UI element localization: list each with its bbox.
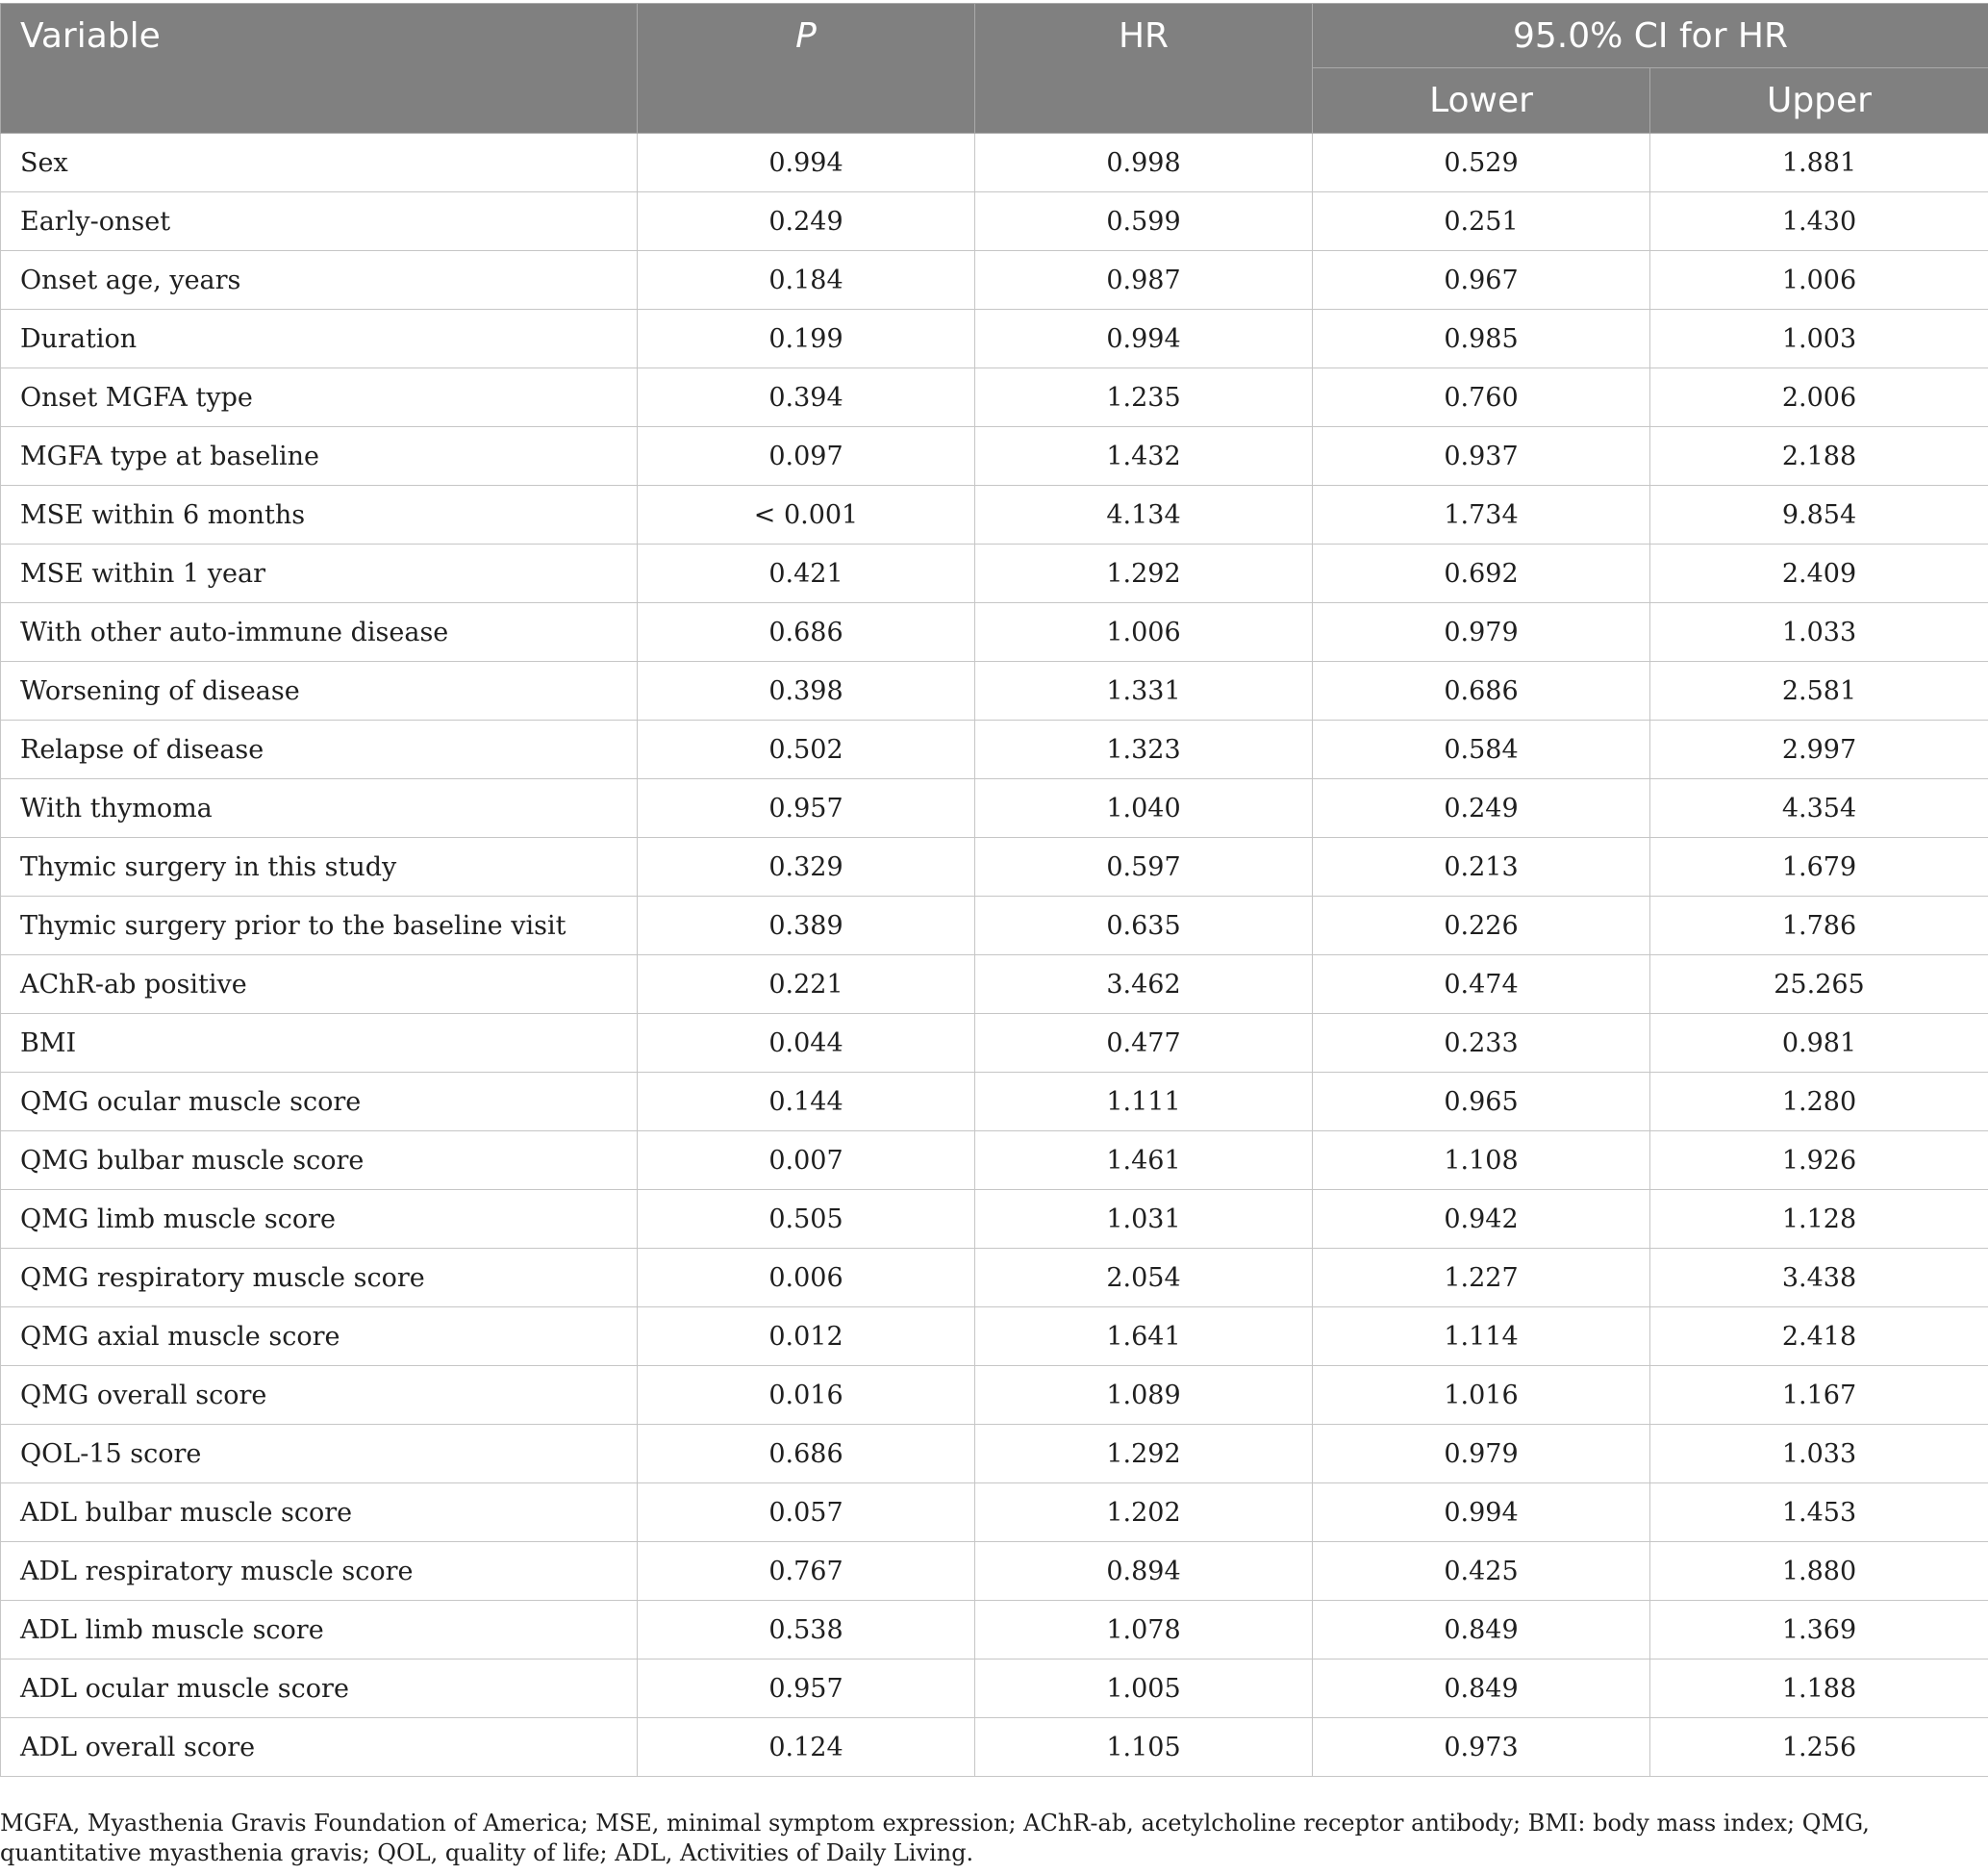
table-row bbox=[1, 897, 1988, 955]
cell-lower: 0.213 bbox=[1313, 838, 1650, 897]
table-row bbox=[1, 545, 1988, 603]
cell-upper: 2.581 bbox=[1650, 662, 1988, 721]
cell-p: 0.994 bbox=[638, 134, 975, 192]
cell-variable: QMG bulbar muscle score bbox=[1, 1131, 638, 1190]
cell-variable: QMG axial muscle score bbox=[1, 1307, 638, 1366]
cell-hr: 1.292 bbox=[975, 545, 1313, 603]
cell-variable: Thymic surgery prior to the baseline visit bbox=[1, 897, 638, 955]
cell-upper: 1.926 bbox=[1650, 1131, 1988, 1190]
cell-p: 0.184 bbox=[638, 251, 975, 310]
cell-hr: 0.998 bbox=[975, 134, 1313, 192]
cell-upper: 4.354 bbox=[1650, 779, 1988, 838]
cell-upper: 1.003 bbox=[1650, 310, 1988, 368]
cell-upper: 25.265 bbox=[1650, 955, 1988, 1014]
cell-lower: 0.249 bbox=[1313, 779, 1650, 838]
cell-variable: With thymoma bbox=[1, 779, 638, 838]
cell-variable: QOL-15 score bbox=[1, 1425, 638, 1483]
cell-upper: 1.369 bbox=[1650, 1601, 1988, 1660]
cell-lower: 0.849 bbox=[1313, 1601, 1650, 1660]
cell-lower: 0.760 bbox=[1313, 368, 1650, 427]
table-row bbox=[1, 251, 1988, 310]
cell-p: 0.249 bbox=[638, 192, 975, 251]
cell-lower: 0.937 bbox=[1313, 427, 1650, 486]
cell-variable: MGFA type at baseline bbox=[1, 427, 638, 486]
cell-upper: 2.997 bbox=[1650, 721, 1988, 779]
cell-upper: 1.033 bbox=[1650, 1425, 1988, 1483]
table-row bbox=[1, 1601, 1988, 1660]
header-ci: 95.0% CI for HR bbox=[1313, 4, 1988, 68]
cell-variable: Thymic surgery in this study bbox=[1, 838, 638, 897]
cell-p: 0.502 bbox=[638, 721, 975, 779]
cell-upper: 1.880 bbox=[1650, 1542, 1988, 1601]
cell-hr: 0.599 bbox=[975, 192, 1313, 251]
cell-hr: 0.994 bbox=[975, 310, 1313, 368]
cell-variable: AChR-ab positive bbox=[1, 955, 638, 1014]
cell-p: 0.006 bbox=[638, 1249, 975, 1307]
table-header bbox=[1, 4, 1988, 134]
table-row bbox=[1, 310, 1988, 368]
cell-upper: 2.188 bbox=[1650, 427, 1988, 486]
cell-p: 0.199 bbox=[638, 310, 975, 368]
table-row bbox=[1, 721, 1988, 779]
cell-hr: 0.894 bbox=[975, 1542, 1313, 1601]
cell-hr: 1.323 bbox=[975, 721, 1313, 779]
cell-lower: 1.734 bbox=[1313, 486, 1650, 545]
table-row bbox=[1, 192, 1988, 251]
cell-lower: 0.994 bbox=[1313, 1483, 1650, 1542]
cell-lower: 0.965 bbox=[1313, 1073, 1650, 1131]
cell-lower: 1.114 bbox=[1313, 1307, 1650, 1366]
cell-lower: 0.529 bbox=[1313, 134, 1650, 192]
cell-p: 0.097 bbox=[638, 427, 975, 486]
hazard-ratio-table bbox=[0, 3, 1988, 1777]
cell-p: 0.124 bbox=[638, 1718, 975, 1777]
cell-hr: 1.040 bbox=[975, 779, 1313, 838]
cell-lower: 0.967 bbox=[1313, 251, 1650, 310]
cell-p: < 0.001 bbox=[638, 486, 975, 545]
cell-upper: 1.786 bbox=[1650, 897, 1988, 955]
header-p-label: P bbox=[795, 16, 817, 56]
cell-hr: 1.031 bbox=[975, 1190, 1313, 1249]
table-row bbox=[1, 134, 1988, 192]
cell-lower: 0.226 bbox=[1313, 897, 1650, 955]
cell-variable: With other auto-immune disease bbox=[1, 603, 638, 662]
cell-hr: 1.089 bbox=[975, 1366, 1313, 1425]
cell-p: 0.007 bbox=[638, 1131, 975, 1190]
cell-variable: MSE within 6 months bbox=[1, 486, 638, 545]
table-row bbox=[1, 662, 1988, 721]
cell-variable: QMG limb muscle score bbox=[1, 1190, 638, 1249]
cell-hr: 3.462 bbox=[975, 955, 1313, 1014]
cell-p: 0.144 bbox=[638, 1073, 975, 1131]
cell-p: 0.044 bbox=[638, 1014, 975, 1073]
cell-upper: 1.188 bbox=[1650, 1660, 1988, 1718]
cell-variable: Sex bbox=[1, 134, 638, 192]
table-row bbox=[1, 1483, 1988, 1542]
cell-hr: 1.461 bbox=[975, 1131, 1313, 1190]
cell-p: 0.957 bbox=[638, 1660, 975, 1718]
cell-lower: 0.425 bbox=[1313, 1542, 1650, 1601]
cell-hr: 0.597 bbox=[975, 838, 1313, 897]
cell-upper: 1.128 bbox=[1650, 1190, 1988, 1249]
cell-lower: 0.251 bbox=[1313, 192, 1650, 251]
cell-variable: ADL limb muscle score bbox=[1, 1601, 638, 1660]
cell-p: 0.686 bbox=[638, 603, 975, 662]
cell-lower: 1.227 bbox=[1313, 1249, 1650, 1307]
cell-variable: ADL bulbar muscle score bbox=[1, 1483, 638, 1542]
cell-upper: 9.854 bbox=[1650, 486, 1988, 545]
cell-upper: 2.006 bbox=[1650, 368, 1988, 427]
cell-variable: ADL overall score bbox=[1, 1718, 638, 1777]
cell-hr: 0.635 bbox=[975, 897, 1313, 955]
cell-hr: 4.134 bbox=[975, 486, 1313, 545]
cell-p: 0.767 bbox=[638, 1542, 975, 1601]
cell-p: 0.329 bbox=[638, 838, 975, 897]
cell-lower: 0.849 bbox=[1313, 1660, 1650, 1718]
table-row bbox=[1, 1073, 1988, 1131]
cell-hr: 1.432 bbox=[975, 427, 1313, 486]
cell-upper: 0.981 bbox=[1650, 1014, 1988, 1073]
header-upper: Upper bbox=[1650, 68, 1988, 134]
cell-lower: 1.108 bbox=[1313, 1131, 1650, 1190]
cell-p: 0.012 bbox=[638, 1307, 975, 1366]
cell-lower: 0.979 bbox=[1313, 1425, 1650, 1483]
cell-variable: Relapse of disease bbox=[1, 721, 638, 779]
cell-variable: QMG respiratory muscle score bbox=[1, 1249, 638, 1307]
cell-p: 0.421 bbox=[638, 545, 975, 603]
table-footnote: MGFA, Myasthenia Gravis Foundation of America; MSE, minimal symptom expression; AChR-ab, acetylcholine receptor antibody; BMI: body mass index; QMG, quantitative myasthenia gravis; QOL, quality of life; ADL, Activities of Daily Living. bbox=[0, 1810, 1870, 1866]
cell-hr: 1.235 bbox=[975, 368, 1313, 427]
cell-p: 0.686 bbox=[638, 1425, 975, 1483]
cell-p: 0.016 bbox=[638, 1366, 975, 1425]
header-variable: Variable bbox=[1, 4, 638, 134]
table-row bbox=[1, 1131, 1988, 1190]
table-row bbox=[1, 603, 1988, 662]
cell-variable: Duration bbox=[1, 310, 638, 368]
cell-lower: 0.474 bbox=[1313, 955, 1650, 1014]
table-row bbox=[1, 368, 1988, 427]
cell-lower: 0.942 bbox=[1313, 1190, 1650, 1249]
table-row bbox=[1, 1718, 1988, 1777]
cell-upper: 1.679 bbox=[1650, 838, 1988, 897]
cell-p: 0.394 bbox=[638, 368, 975, 427]
cell-lower: 0.692 bbox=[1313, 545, 1650, 603]
cell-lower: 0.584 bbox=[1313, 721, 1650, 779]
cell-hr: 1.111 bbox=[975, 1073, 1313, 1131]
cell-p: 0.057 bbox=[638, 1483, 975, 1542]
cell-lower: 0.233 bbox=[1313, 1014, 1650, 1073]
cell-upper: 1.167 bbox=[1650, 1366, 1988, 1425]
cell-p: 0.221 bbox=[638, 955, 975, 1014]
cell-variable: Early-onset bbox=[1, 192, 638, 251]
cell-variable: Onset MGFA type bbox=[1, 368, 638, 427]
header-lower: Lower bbox=[1313, 68, 1650, 134]
table-row bbox=[1, 486, 1988, 545]
cell-hr: 0.477 bbox=[975, 1014, 1313, 1073]
cell-upper: 1.256 bbox=[1650, 1718, 1988, 1777]
cell-upper: 1.280 bbox=[1650, 1073, 1988, 1131]
cell-upper: 1.430 bbox=[1650, 192, 1988, 251]
cell-lower: 0.973 bbox=[1313, 1718, 1650, 1777]
cell-hr: 1.202 bbox=[975, 1483, 1313, 1542]
table-row bbox=[1, 427, 1988, 486]
cell-upper: 1.453 bbox=[1650, 1483, 1988, 1542]
cell-upper: 3.438 bbox=[1650, 1249, 1988, 1307]
cell-p: 0.505 bbox=[638, 1190, 975, 1249]
cell-lower: 1.016 bbox=[1313, 1366, 1650, 1425]
cell-variable: ADL ocular muscle score bbox=[1, 1660, 638, 1718]
table-wrapper bbox=[0, 3, 1988, 1777]
cell-hr: 1.331 bbox=[975, 662, 1313, 721]
table-row bbox=[1, 1542, 1988, 1601]
table-row bbox=[1, 1366, 1988, 1425]
cell-hr: 2.054 bbox=[975, 1249, 1313, 1307]
table-body bbox=[1, 134, 1988, 1777]
cell-p: 0.538 bbox=[638, 1601, 975, 1660]
cell-variable: QMG overall score bbox=[1, 1366, 638, 1425]
cell-p: 0.389 bbox=[638, 897, 975, 955]
table-row bbox=[1, 1425, 1988, 1483]
cell-variable: QMG ocular muscle score bbox=[1, 1073, 638, 1131]
cell-variable: ADL respiratory muscle score bbox=[1, 1542, 638, 1601]
cell-hr: 1.292 bbox=[975, 1425, 1313, 1483]
table-row bbox=[1, 779, 1988, 838]
cell-upper: 1.006 bbox=[1650, 251, 1988, 310]
cell-hr: 1.006 bbox=[975, 603, 1313, 662]
cell-upper: 2.418 bbox=[1650, 1307, 1988, 1366]
cell-hr: 1.005 bbox=[975, 1660, 1313, 1718]
table-row bbox=[1, 1014, 1988, 1073]
cell-hr: 1.078 bbox=[975, 1601, 1313, 1660]
cell-p: 0.398 bbox=[638, 662, 975, 721]
cell-upper: 2.409 bbox=[1650, 545, 1988, 603]
cell-p: 0.957 bbox=[638, 779, 975, 838]
cell-lower: 0.979 bbox=[1313, 603, 1650, 662]
table-row bbox=[1, 955, 1988, 1014]
cell-hr: 0.987 bbox=[975, 251, 1313, 310]
cell-lower: 0.985 bbox=[1313, 310, 1650, 368]
table-row bbox=[1, 1249, 1988, 1307]
table-row bbox=[1, 1190, 1988, 1249]
table-row bbox=[1, 1660, 1988, 1718]
cell-hr: 1.105 bbox=[975, 1718, 1313, 1777]
cell-variable: BMI bbox=[1, 1014, 638, 1073]
table-row bbox=[1, 838, 1988, 897]
cell-upper: 1.033 bbox=[1650, 603, 1988, 662]
header-p bbox=[638, 4, 975, 134]
header-hr: HR bbox=[975, 4, 1313, 134]
table-row bbox=[1, 1307, 1988, 1366]
cell-lower: 0.686 bbox=[1313, 662, 1650, 721]
cell-hr: 1.641 bbox=[975, 1307, 1313, 1366]
cell-variable: Worsening of disease bbox=[1, 662, 638, 721]
cell-variable: MSE within 1 year bbox=[1, 545, 638, 603]
cell-variable: Onset age, years bbox=[1, 251, 638, 310]
cell-upper: 1.881 bbox=[1650, 134, 1988, 192]
